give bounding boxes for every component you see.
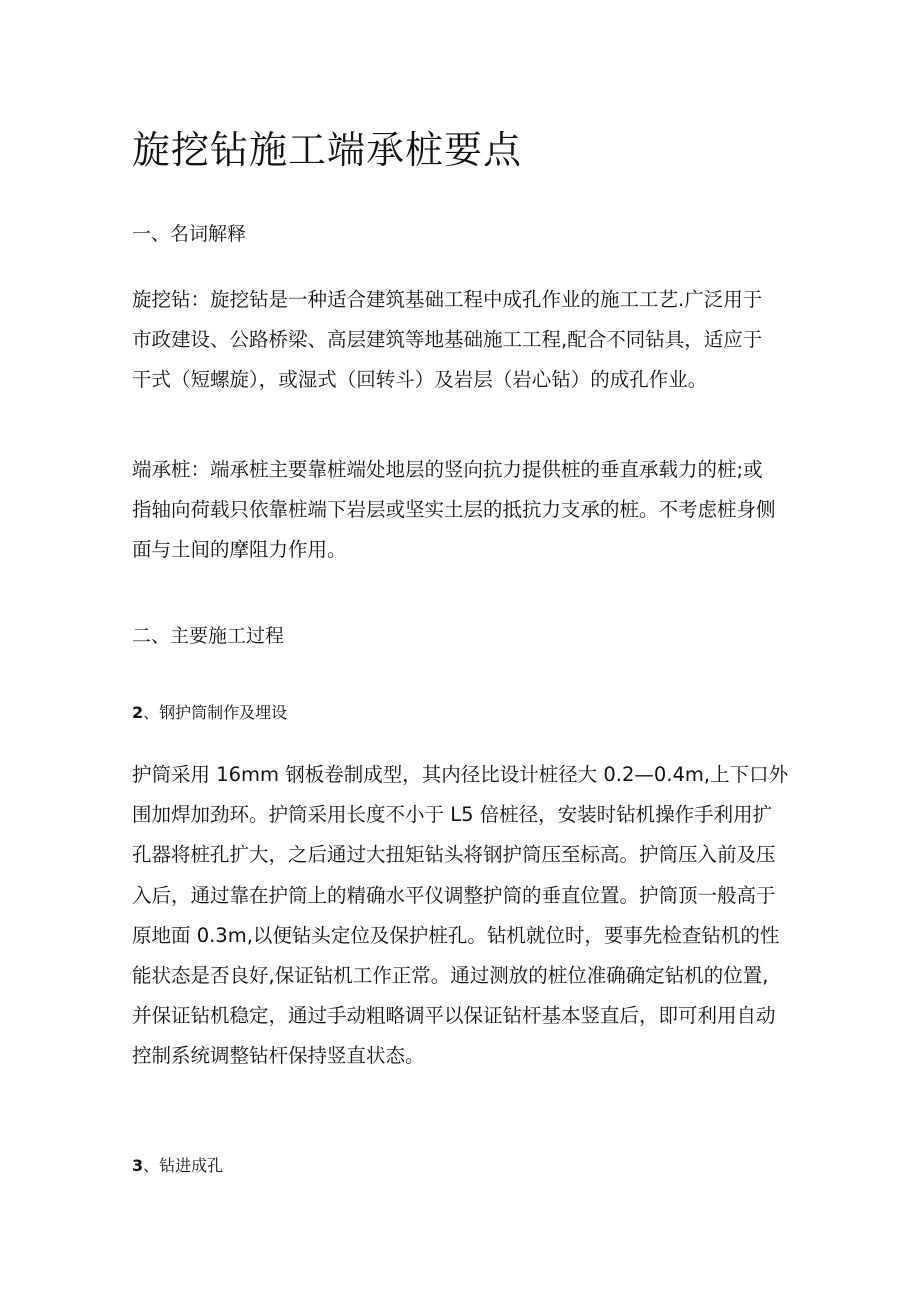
paragraph-end-bearing-pile (132, 450, 797, 571)
subheading-text: 、钻进成孔 (143, 1156, 224, 1175)
paragraph-line: 面与土间的摩阻力作用。 (132, 538, 347, 562)
paragraph-line: 市政建设、公路桥梁、高层建筑等地基础施工工程,配合不同钻具，适应于 (132, 328, 763, 352)
paragraph-line: 围加焊加劲环。护筒采用长度不小于 L5 倍桩径，安装时钻机操作手利用扩 (132, 803, 773, 827)
paragraph-line: 原地面 0.3m,以便钻头定位及保护桩孔。钻机就位时，要事先检查钻机的性 (132, 923, 780, 947)
paragraph-line: 控制系统调整钻杆保持竖直状态。 (132, 1044, 425, 1068)
subheading-number: 3 (132, 1156, 144, 1175)
paragraph-line: 护筒采用 16mm 钢板卷制成型，其内径比设计桩径大 0.2—0.4m,上下口外 (132, 763, 789, 786)
paragraph-line: 旋挖钻：旋挖钻是一种适合建筑基础工程中成孔作业的施工工艺.广泛用于 (132, 288, 763, 311)
section-heading-2: 二、主要施工过程 (132, 625, 285, 647)
paragraph-line: 指轴向荷载只依靠桩端下岩层或坚实土层的抵抗力支承的桩。不考虑桩身侧 (132, 498, 776, 522)
subheading-drilling (132, 1153, 223, 1179)
subheading-steel-casing (132, 700, 287, 726)
paragraph-line: 入后，通过靠在护筒上的精确水平仪调整护筒的垂直位置。护筒顶一般高于 (132, 883, 776, 907)
section-heading-1: 一、名词解释 (132, 223, 247, 245)
paragraph-line: 端承桩：端承桩主要靠桩端处地层的竖向抗力提供桩的垂直承载力的桩;或 (132, 458, 763, 481)
paragraph-line: 能状态是否良好,保证钻机工作正常。通过测放的桩位准确确定钻机的位置, (132, 963, 769, 987)
paragraph-rotary-drill (132, 280, 797, 401)
page-title: 旋挖钻施工端承桩要点 (132, 128, 523, 172)
paragraph-steel-casing (132, 755, 797, 1077)
subheading-number: 2 (132, 703, 144, 722)
subheading-text: 、钢护筒制作及埋设 (143, 703, 288, 722)
paragraph-line: 并保证钻机稳定，通过手动粗略调平以保证钻杆基本竖直后，即可利用自动 (132, 1004, 776, 1028)
paragraph-line: 孔器将桩孔扩大，之后通过大扭矩钻头将钢护筒压至标高。护筒压入前及压 (132, 843, 776, 867)
paragraph-line: 干式（短螺旋），或湿式（回转斗）及岩层（岩心钻）的成孔作业。 (132, 368, 708, 392)
